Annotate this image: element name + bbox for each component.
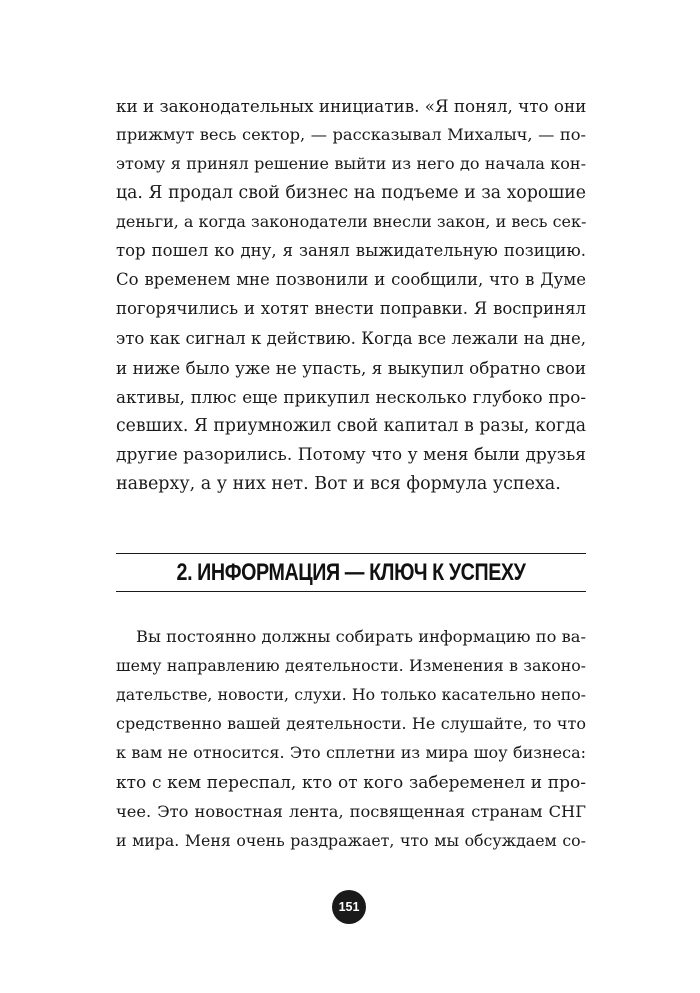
paragraph-line: прижмут весь сектор, — рассказывал Михалыч, — по- bbox=[116, 125, 586, 144]
paragraph-line: это как сигнал к действию. Когда все лежали на дне, bbox=[116, 329, 586, 348]
paragraph-line: ца. Я продал свой бизнес на подъеме и за хорошие bbox=[116, 183, 586, 203]
paragraph-line: другие разорились. Потому что у меня были друзья bbox=[116, 445, 586, 465]
paragraph-line: Со временем мне позвонили и сообщили, что в Думе bbox=[116, 270, 586, 289]
heading-top-rule bbox=[116, 553, 586, 554]
paragraph-line: деньги, а когда законодатели внесли закон, и весь сек- bbox=[116, 212, 587, 231]
paragraph-line: к вам не относится. Это сплетни из мира шоу бизнеса: bbox=[116, 743, 586, 762]
page-number-badge: 151 bbox=[332, 890, 366, 924]
heading-bottom-rule bbox=[116, 591, 586, 592]
paragraph-line: дательстве, новости, слухи. Но только касательно непо- bbox=[116, 685, 586, 704]
section-heading: 2. ИНФОРМАЦИЯ — КЛЮЧ К УСПЕХУ bbox=[176, 559, 526, 586]
paragraph-line: Вы постоянно должны собирать информацию по ва- bbox=[136, 627, 586, 646]
paragraph-line: и мира. Меня очень раздражает, что мы обсуждаем со- bbox=[116, 831, 586, 850]
paragraph-line: ки и законодательных инициатив. «Я понял, что они bbox=[116, 96, 587, 116]
paragraph-line: чее. Это новостная лента, посвященная странам СНГ bbox=[116, 802, 586, 821]
paragraph-line: и ниже было уже не упасть, я выкупил обратно свои bbox=[116, 358, 586, 378]
paragraph-line: наверху, а у них нет. Вот и вся формула успеха. bbox=[116, 474, 561, 494]
paragraph-line: кто с кем переспал, кто от кого забеременел и про- bbox=[116, 773, 586, 793]
paragraph-line: средственно вашей деятельности. Не слушайте, то что bbox=[116, 714, 586, 733]
paragraph-line: погорячились и хотят внести поправки. Я воспринял bbox=[116, 299, 586, 318]
paragraph-line: этому я принял решение выйти из него до начала кон- bbox=[116, 154, 586, 173]
paragraph-line: тор пошел ко дну, я занял выжидательную позицию. bbox=[116, 241, 586, 260]
paragraph-line: севших. Я приумножил свой капитал в разы, когда bbox=[116, 416, 586, 436]
paragraph-line: активы, плюс еще прикупил несколько глубоко про- bbox=[116, 387, 586, 407]
paragraph-line: шему направлению деятельности. Изменения в законо- bbox=[116, 656, 586, 675]
